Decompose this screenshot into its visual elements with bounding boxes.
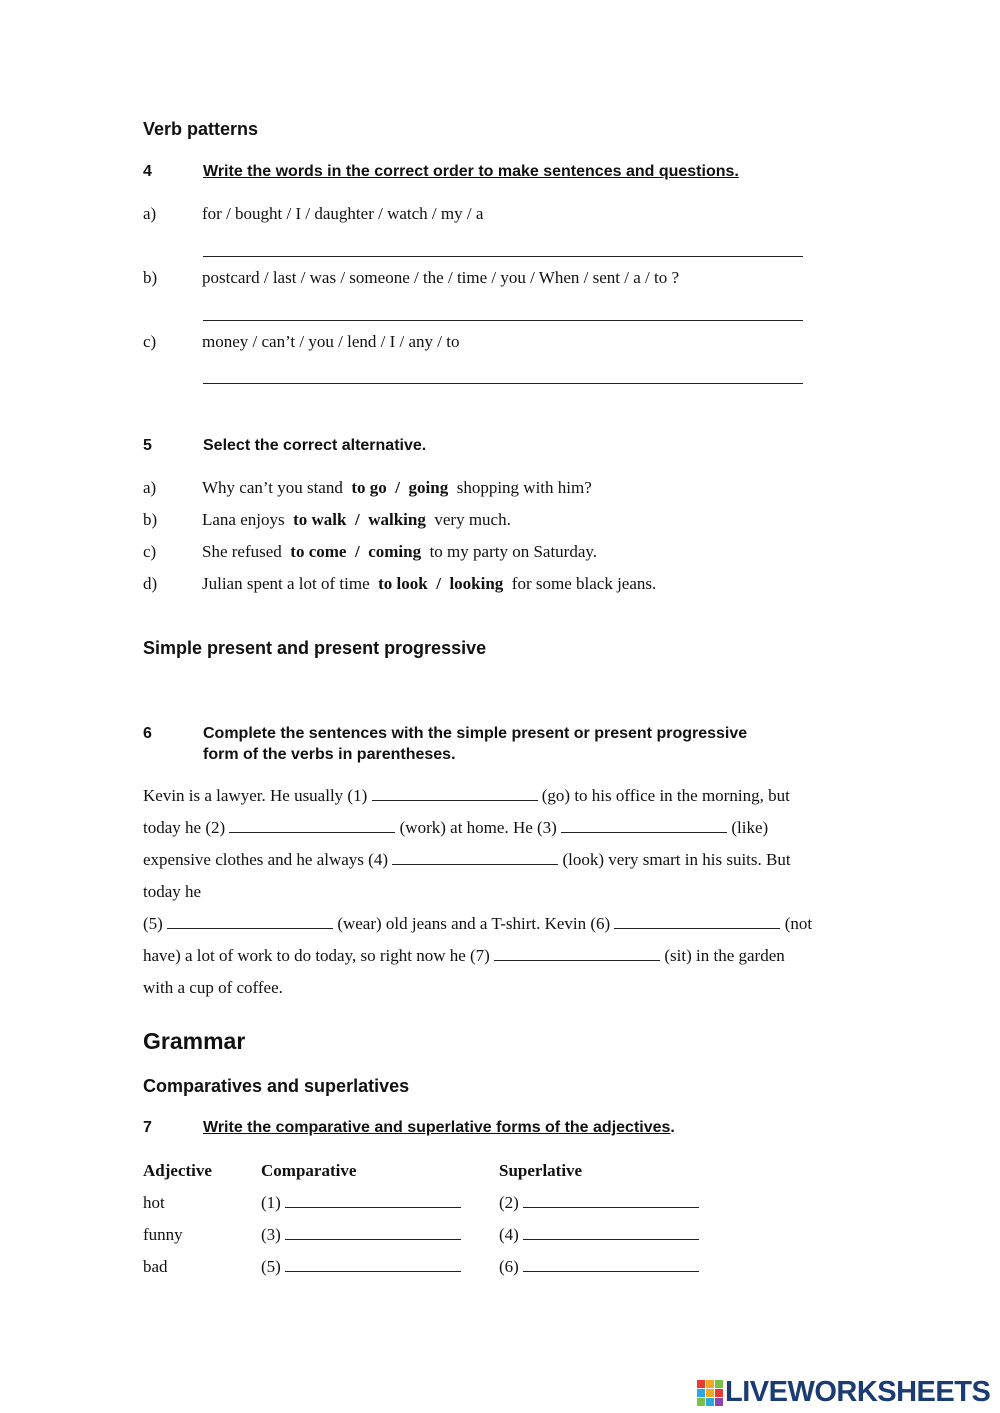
answer-line[interactable] — [203, 256, 803, 257]
answer-blank[interactable] — [285, 1257, 461, 1272]
exercise-number: 4 — [143, 163, 152, 180]
comparative-cell: (1) — [261, 1193, 461, 1213]
exercise-instruction: Select the correct alternative. — [203, 437, 427, 454]
superlative-cell: (4) — [499, 1225, 699, 1245]
section-title-verb-patterns: Verb patterns — [143, 119, 259, 139]
section-title-comparatives: Comparatives and superlatives — [143, 1076, 410, 1096]
gap-6[interactable] — [614, 914, 780, 929]
section-title-simple-present: Simple present and present progressive — [143, 638, 487, 658]
gap-7[interactable] — [494, 946, 660, 961]
gap-fill-paragraph: Kevin is a lawyer. He usually (1) (go) to his office in the morning, but today he (2) (work) at home. He (3) (like) expensive clothes and he always (4) (look) very smart in his suits. But today he (5) (wear) old jeans and a T-shirt. Kevin (6) (not have) a lot of work to do today, so right now he (7) (sit) in the garden with a cup of coffee. — [143, 786, 813, 997]
liveworksheets-logo[interactable] — [697, 1376, 990, 1409]
table-header-superlative: Superlative — [499, 1161, 583, 1180]
answer-line[interactable] — [203, 383, 803, 384]
option-1[interactable]: to look — [378, 574, 428, 593]
answer-line[interactable] — [203, 320, 803, 321]
option-1[interactable]: to go — [351, 478, 387, 497]
table-header-adjective: Adjective — [143, 1161, 212, 1180]
adjective-cell: bad — [143, 1257, 168, 1276]
exercise-number: 6 — [143, 725, 152, 742]
option-2[interactable]: walking — [368, 510, 426, 529]
table-header-comparative: Comparative — [261, 1161, 357, 1180]
adjective-cell: funny — [143, 1225, 183, 1244]
comparative-cell: (5) — [261, 1257, 461, 1277]
item-label: c) — [143, 332, 157, 351]
exercise-instruction: Write the comparative and superlative forms of the adjectives. — [203, 1119, 675, 1136]
item-label: b) — [143, 510, 158, 529]
item-words: money / can’t / you / lend / I / any / to — [202, 332, 460, 351]
item-label: d) — [143, 574, 158, 593]
item-label: a) — [143, 478, 157, 497]
gap-4[interactable] — [392, 850, 558, 865]
item-label: b) — [143, 268, 158, 287]
item-label: c) — [143, 542, 157, 561]
option-1[interactable]: to walk — [293, 510, 347, 529]
choice-sentence: Julian spent a lot of time to look / looking for some black jeans. — [202, 574, 657, 593]
comparative-cell: (3) — [261, 1225, 461, 1245]
item-words: postcard / last / was / someone / the / time / you / When / sent / a / to ? — [202, 268, 680, 287]
section-title-grammar: Grammar — [143, 1028, 246, 1054]
adjective-cell: hot — [143, 1193, 165, 1212]
choice-sentence: She refused to come / coming to my party on Saturday. — [202, 542, 598, 561]
answer-blank[interactable] — [523, 1257, 699, 1272]
choice-sentence: Lana enjoys to walk / walking very much. — [202, 510, 511, 529]
superlative-cell: (2) — [499, 1193, 699, 1213]
logo-text: LIVEWORKSHEETS — [725, 1376, 991, 1408]
option-2[interactable]: coming — [368, 542, 422, 561]
superlative-cell: (6) — [499, 1257, 699, 1277]
answer-blank[interactable] — [523, 1225, 699, 1240]
exercise-instruction: Write the words in the correct order to make sentences and questions. — [203, 163, 739, 180]
answer-blank[interactable] — [523, 1193, 699, 1208]
exercise-number: 5 — [143, 437, 152, 454]
answer-blank[interactable] — [285, 1225, 461, 1240]
gap-1[interactable] — [372, 786, 538, 801]
exercise-instruction-line-2: form of the verbs in parentheses. — [203, 746, 456, 763]
exercise-instruction-line-1: Complete the sentences with the simple present or present progressive — [203, 725, 748, 742]
choice-sentence: Why can’t you stand to go / going shopping with him? — [202, 478, 592, 497]
exercise-number: 7 — [143, 1119, 152, 1136]
item-label: a) — [143, 204, 157, 223]
option-1[interactable]: to come — [290, 542, 347, 561]
option-2[interactable]: looking — [449, 574, 504, 593]
gap-3[interactable] — [561, 818, 727, 833]
gap-2[interactable] — [229, 818, 395, 833]
gap-5[interactable] — [167, 914, 333, 929]
logo-grid-icon — [697, 1380, 723, 1406]
answer-blank[interactable] — [285, 1193, 461, 1208]
option-2[interactable]: going — [408, 478, 449, 497]
item-words: for / bought / I / daughter / watch / my / a — [202, 204, 484, 223]
